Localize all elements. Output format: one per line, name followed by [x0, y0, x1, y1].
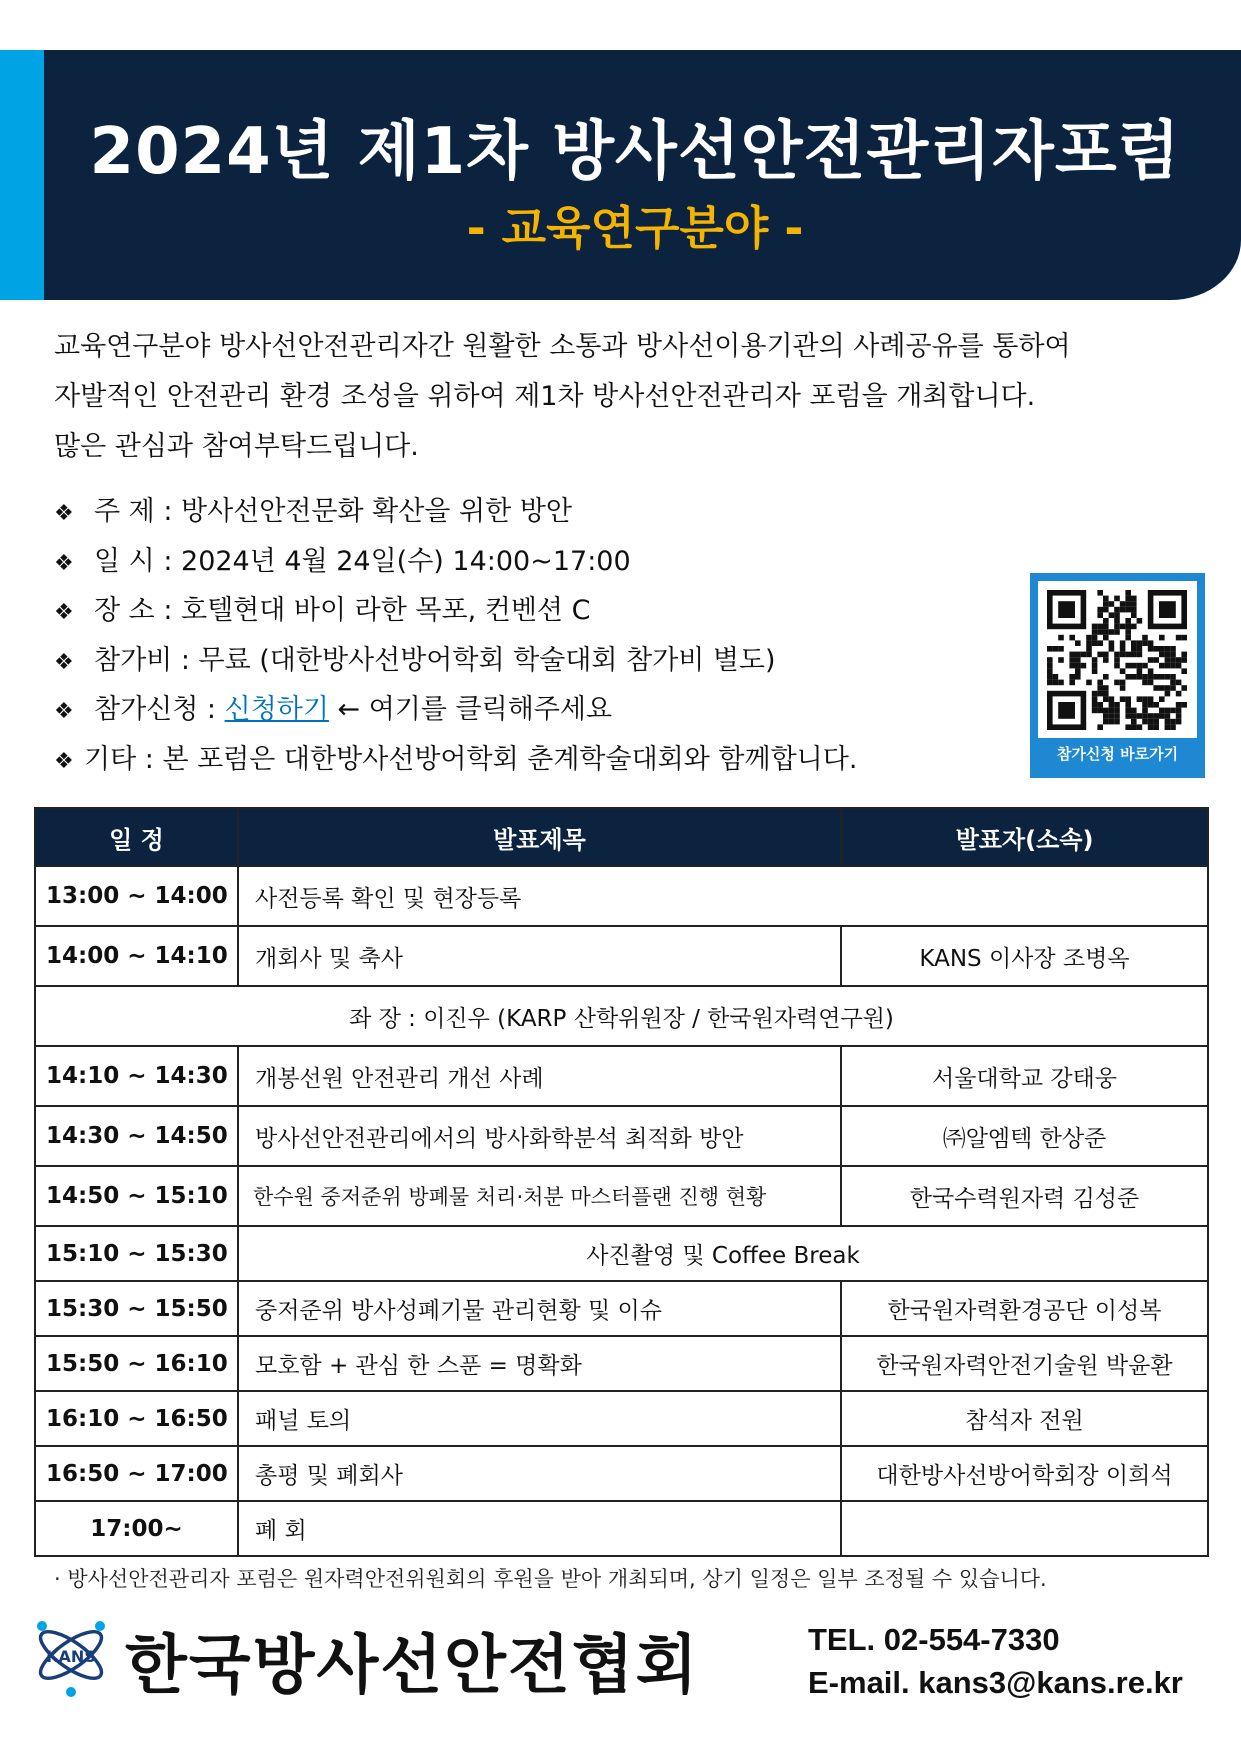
- info-label: 장 소 :: [94, 595, 182, 626]
- row-time: 16:10 ~ 16:50: [35, 1391, 238, 1446]
- page-subtitle: - 교육연구분야 -: [466, 201, 804, 255]
- info-topic: [54, 487, 1004, 537]
- row-time: 15:50 ~ 16:10: [35, 1336, 238, 1391]
- info-value: 방사선안전문화 확산을 위한 방안: [181, 496, 572, 527]
- row-speaker: 한국원자력환경공단 이성복: [841, 1281, 1208, 1336]
- row-time: 14:50 ~ 15:10: [35, 1166, 238, 1226]
- row-speaker: 한국수력원자력 김성준: [841, 1166, 1208, 1226]
- contact-email: E-mail. kans3@kans.re.kr: [808, 1665, 1183, 1700]
- bullet-icon: ❖: [54, 649, 74, 675]
- bullet-icon: ❖: [54, 699, 74, 724]
- table-row: [35, 1046, 1208, 1106]
- row-title: 폐 회: [238, 1501, 841, 1556]
- row-time: 15:30 ~ 15:50: [35, 1281, 238, 1336]
- intro-line: 많은 관심과 참여부탁드립니다.: [54, 431, 419, 462]
- row-title: 한수원 중저준위 방폐물 처리·처분 마스터플랜 진행 현황: [238, 1166, 841, 1226]
- kans-logo-icon: [30, 1612, 112, 1698]
- intro-text: [54, 322, 1204, 472]
- table-row: [35, 866, 1208, 926]
- chair-info: 좌 장 : 이진우 (KARP 산학위원장 / 한국원자력연구원): [35, 986, 1208, 1046]
- intro-line: 교육연구분야 방사선안전관리자간 원활한 소통과 방사선이용기관의 사례공유를 통하여: [54, 331, 1071, 362]
- info-label: 참가비 :: [94, 644, 199, 676]
- row-title: 개회사 및 축사: [238, 926, 841, 986]
- info-apply: [54, 685, 1004, 735]
- row-title: 패널 토의: [238, 1391, 841, 1446]
- qr-code-icon: [1038, 581, 1197, 738]
- qr-code-button[interactable]: [1030, 573, 1205, 778]
- bullet-icon: ❖: [54, 748, 74, 774]
- contact-tel: TEL. 02-554-7330: [808, 1622, 1060, 1657]
- org-name: 한국방사선안전협회: [125, 1629, 700, 1703]
- info-label: 참가신청 :: [94, 694, 225, 725]
- row-time: 14:00 ~ 14:10: [35, 926, 238, 986]
- row-title: 개봉선원 안전관리 개선 사례: [238, 1046, 841, 1106]
- row-speaker: ㈜알엠텍 한상준: [841, 1106, 1208, 1166]
- header-time: 일 정: [35, 808, 238, 866]
- info-value: 무료 (대한방사선방어학회 학술대회 참가비 별도): [198, 644, 776, 676]
- info-label: 기타 :: [84, 743, 163, 775]
- info-place: [54, 586, 1004, 636]
- info-label: 주 제 :: [94, 496, 182, 527]
- info-label: 일 시 :: [94, 545, 182, 577]
- info-etc: [54, 735, 1004, 785]
- row-title: 사전등록 확인 및 현장등록: [238, 866, 1208, 926]
- intro-line: 자발적인 안전관리 환경 조성을 위하여 제1차 방사선안전관리자 포럼을 개최합니다.: [54, 381, 1036, 412]
- row-time: 13:00 ~ 14:00: [35, 866, 238, 926]
- row-speaker: KANS 이사장 조병옥: [841, 926, 1208, 986]
- row-speaker: 대한방사선방어학회장 이희석: [841, 1446, 1208, 1501]
- table-header-row: [35, 808, 1208, 866]
- schedule-table: [34, 807, 1209, 1557]
- info-value: 본 포럼은 대한방사선방어학회 춘계학술대회와 함께합니다.: [162, 743, 858, 775]
- table-row-break: [35, 1226, 1208, 1281]
- table-row: [35, 1391, 1208, 1446]
- table-row-chair: [35, 986, 1208, 1046]
- row-time: 14:30 ~ 14:50: [35, 1106, 238, 1166]
- row-title: 중저준위 방사성폐기물 관리현황 및 이슈: [238, 1281, 841, 1336]
- table-row: [35, 1336, 1208, 1391]
- row-time: 17:00~: [35, 1501, 238, 1556]
- accent-bar: [0, 50, 44, 300]
- row-speaker: 한국원자력안전기술원 박윤환: [841, 1336, 1208, 1391]
- table-row: [35, 1106, 1208, 1166]
- row-speaker: [841, 1501, 1208, 1556]
- row-time: 15:10 ~ 15:30: [35, 1226, 238, 1281]
- info-date: [54, 537, 1004, 587]
- table-row: [35, 926, 1208, 986]
- bullet-icon: ❖: [54, 501, 74, 526]
- header-title: 발표제목: [238, 808, 841, 866]
- row-title: 방사선안전관리에서의 방사화학분석 최적화 방안: [238, 1106, 841, 1166]
- row-time: 16:50 ~ 17:00: [35, 1446, 238, 1501]
- row-time: 14:10 ~ 14:30: [35, 1046, 238, 1106]
- qr-label: 참가신청 바로가기: [1056, 745, 1179, 763]
- footnote: · 방사선안전관리자 포럼은 원자력안전위원회의 후원을 받아 개최되며, 상기 일정은 일부 조정될 수 있습니다.: [54, 1567, 1047, 1591]
- info-value: ← 여기를 클릭해주세요: [328, 694, 613, 725]
- page-title: 2024년 제1차 방사선안전관리자포럼: [89, 115, 1181, 189]
- row-speaker: 서울대학교 강태웅: [841, 1046, 1208, 1106]
- bullet-icon: ❖: [54, 550, 74, 576]
- apply-link[interactable]: 신청하기: [224, 694, 329, 725]
- table-row: [35, 1501, 1208, 1556]
- table-row: [35, 1446, 1208, 1501]
- header-speaker: 발표자(소속): [841, 808, 1208, 866]
- row-speaker: 참석자 전원: [841, 1391, 1208, 1446]
- table-row: [35, 1281, 1208, 1336]
- info-value: 2024년 4월 24일(수) 14:00~17:00: [181, 545, 631, 577]
- info-value: 호텔현대 바이 라한 목포, 컨벤션 C: [181, 595, 591, 626]
- event-info: [54, 487, 1004, 784]
- table-row: [35, 1166, 1208, 1226]
- row-title: 모호함 + 관심 한 스푼 = 명확화: [238, 1336, 841, 1391]
- bullet-icon: ❖: [54, 600, 74, 625]
- info-fee: [54, 636, 1004, 686]
- break-info: 사진촬영 및 Coffee Break: [238, 1226, 1208, 1281]
- logo-text: KANS: [46, 1647, 96, 1666]
- row-title: 총평 및 폐회사: [238, 1446, 841, 1501]
- contact-info: [808, 1618, 1183, 1704]
